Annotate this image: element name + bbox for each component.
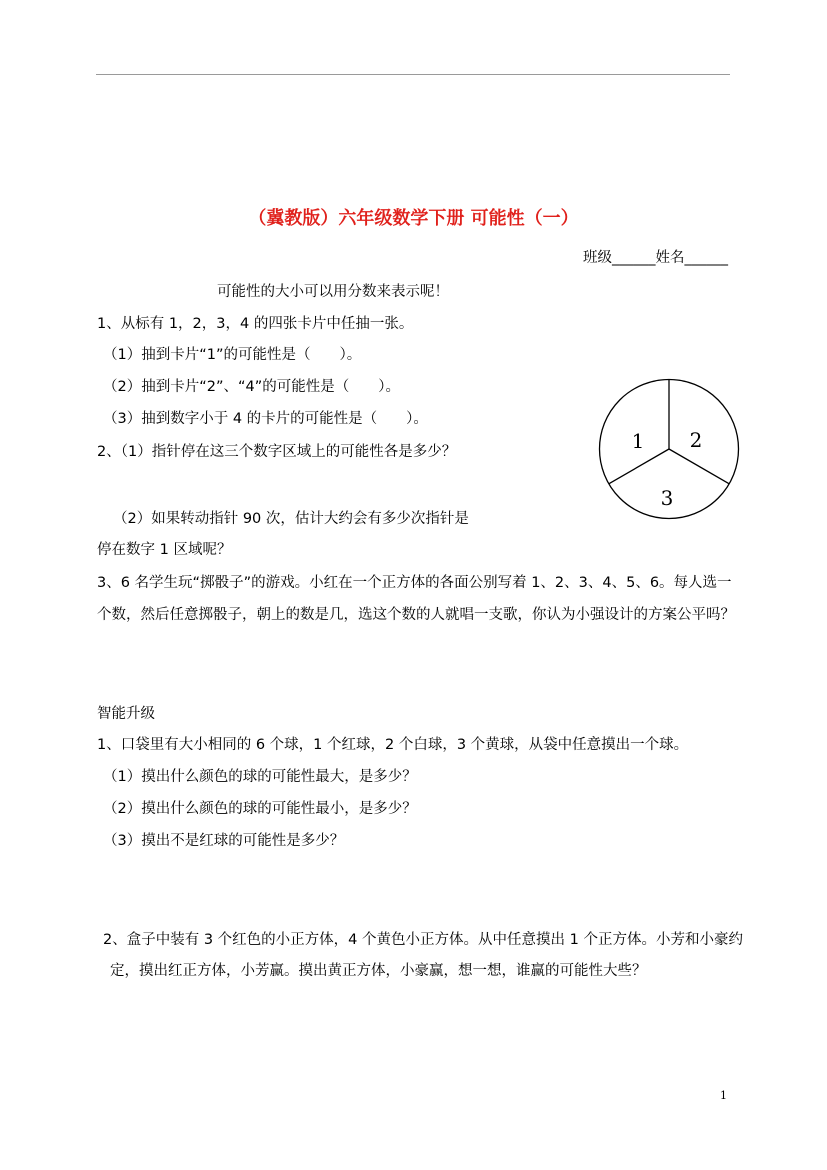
worksheet-title: （冀教版）六年级数学下册 可能性（一）	[248, 208, 579, 229]
upgrade-q2-line-2: 定，摸出红正方体，小芳赢。摸出黄正方体，小豪赢，想一想，谁赢的可能性大些？	[110, 963, 647, 979]
q1-part-1: （1）抽到卡片“1”的可能性是（ ）。	[103, 347, 362, 363]
q2-part-2-line-1: （2）如果转动指针 90 次，估计大约会有多少次指针是	[113, 511, 469, 527]
upgrade-q1-stem: 1、口袋里有大小相同的 6 个球，1 个红球，2 个白球，3 个黄球，从袋中任意摸出一个球。	[97, 737, 689, 753]
spinner-label-1: 1	[631, 429, 645, 453]
spinner-label-3: 3	[660, 486, 674, 510]
q3-line-2: 个数，然后任意掷骰子，朝上的数是几，选这个数的人就唱一支歌，你认为小强设计的方案公平吗？	[97, 607, 735, 623]
class-name-line: 班级______姓名______	[583, 250, 728, 266]
upgrade-q1-part-1: （1）摸出什么颜色的球的可能性最大，是多少？	[103, 769, 417, 785]
page-number: 1	[720, 1089, 727, 1102]
upgrade-q1-part-3: （3）摸出不是红球的可能性是多少？	[103, 833, 345, 849]
upgrade-heading: 智能升级	[97, 706, 155, 722]
q3-line-1: 3、6 名学生玩“掷骰子”的游戏。小红在一个正方体的各面公别写着 1、2、3、4、5、6。每人选一	[97, 575, 732, 591]
q2-part-2-line-2: 停在数字 1 区域呢？	[97, 542, 232, 558]
spinner-label-2: 2	[689, 428, 703, 452]
upgrade-q2-line-1: 2、盒子中装有 3 个红色的小正方体，4 个黄色小正方体。从中任意摸出 1 个正方体。小芳和小豪约	[103, 932, 743, 948]
upgrade-q1-part-2: （2）摸出什么颜色的球的可能性最小，是多少？	[103, 801, 417, 817]
q1-part-3: （3）抽到数字小于 4 的卡片的可能性是（ ）。	[103, 411, 428, 427]
intro-text: 可能性的大小可以用分数来表示呢！	[217, 284, 449, 300]
q1-part-2: （2）抽到卡片“2”、“4”的可能性是（ ）。	[103, 379, 400, 395]
spinner-divider-left	[609, 449, 669, 484]
header-rule	[96, 74, 730, 75]
q2-part-1: 2、（1）指针停在这三个数字区域上的可能性各是多少？	[97, 444, 457, 460]
spinner-diagram	[598, 378, 740, 520]
q1-stem: 1、从标有 1，2，3，4 的四张卡片中任抽一张。	[97, 316, 414, 332]
spinner-divider-right	[669, 449, 729, 484]
